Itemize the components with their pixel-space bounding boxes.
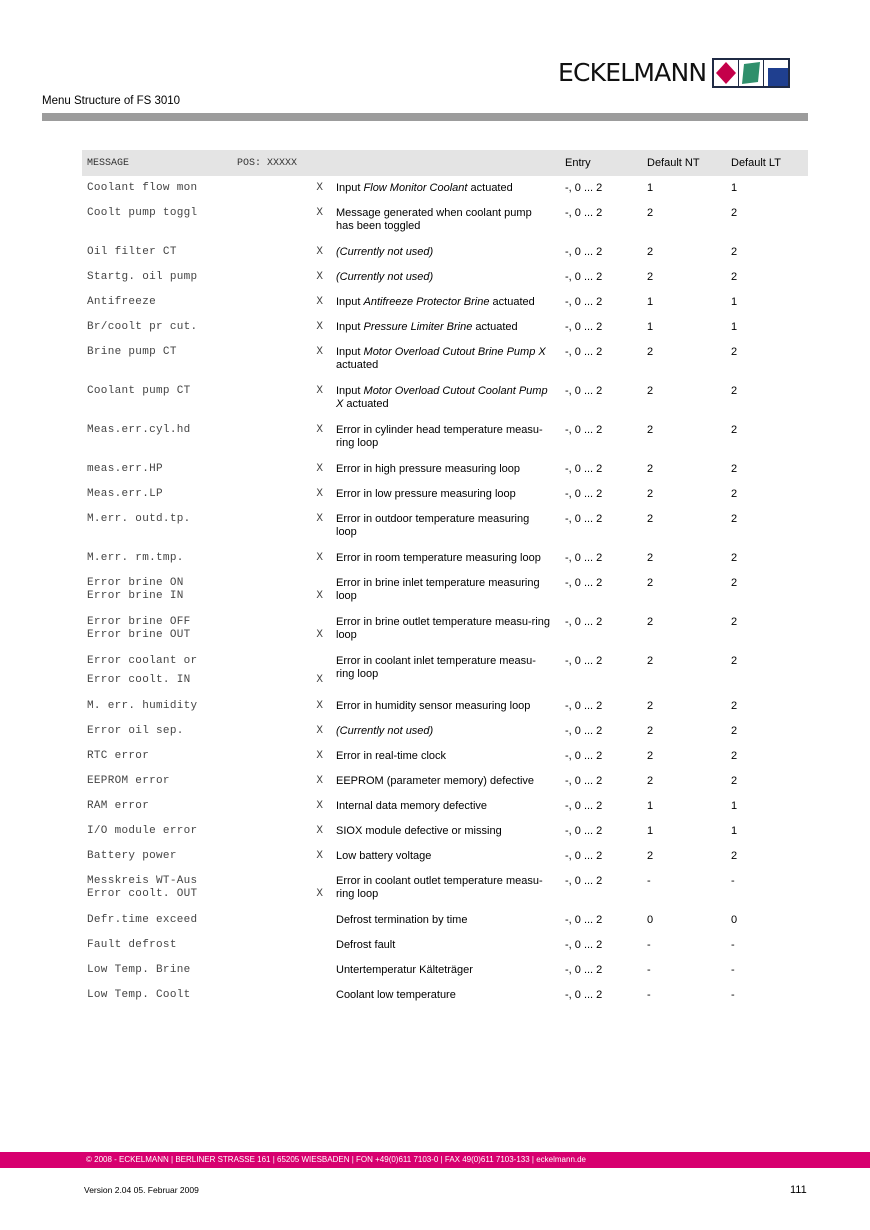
table-row xyxy=(82,983,808,1008)
position-marker-cell: X xyxy=(316,674,323,686)
entry-value-cell: -, 0 ... 2 xyxy=(565,775,603,787)
default-nt-cell: 2 xyxy=(647,246,654,258)
table-row xyxy=(82,201,808,240)
table-row xyxy=(82,933,808,958)
message-code-cell xyxy=(82,265,232,290)
default-lt-cell: 2 xyxy=(731,385,738,397)
message-table xyxy=(82,150,808,1008)
table-row xyxy=(82,719,808,744)
message-description-cell xyxy=(331,819,560,844)
entry-value-cell: -, 0 ... 2 xyxy=(565,385,603,397)
table-row xyxy=(82,290,808,315)
table-row xyxy=(82,769,808,794)
position-marker-cell: X xyxy=(316,850,323,862)
description-text: Input xyxy=(336,346,364,358)
brand-logo-mark xyxy=(712,58,790,88)
message-code-cell xyxy=(82,869,232,908)
entry-value-cell: -, 0 ... 2 xyxy=(565,725,603,737)
message-code-line: Error brine OFF xyxy=(87,616,191,628)
message-description-cell xyxy=(331,794,560,819)
message-description-cell xyxy=(331,290,560,315)
position-marker-cell: X xyxy=(316,629,323,641)
position-marker-cell: X xyxy=(316,246,323,258)
table-row xyxy=(82,869,808,908)
default-lt-cell: 1 xyxy=(731,321,738,333)
message-code-line: Low Temp. Brine xyxy=(87,964,191,976)
position-marker-cell: X xyxy=(316,385,323,397)
message-code-line: RTC error xyxy=(87,750,150,762)
message-description-cell xyxy=(331,933,560,958)
description-text: Internal data memory defective xyxy=(336,800,488,812)
table-row xyxy=(82,744,808,769)
table-row xyxy=(82,571,808,610)
default-nt-cell: - xyxy=(647,964,651,976)
position-marker-cell: X xyxy=(316,321,323,333)
entry-value-cell: -, 0 ... 2 xyxy=(565,964,603,976)
entry-value-cell: -, 0 ... 2 xyxy=(565,914,603,926)
position-marker-cell: X xyxy=(316,590,323,602)
entry-value-cell: -, 0 ... 2 xyxy=(565,700,603,712)
message-description-cell xyxy=(331,315,560,340)
document-title: Menu Structure of FS 3010 xyxy=(42,95,181,107)
description-text: Error in coolant outlet temperature measu-ring loop xyxy=(336,875,543,900)
entry-value-cell: -, 0 ... 2 xyxy=(565,655,603,667)
message-description-cell xyxy=(331,744,560,769)
message-description-cell xyxy=(331,265,560,290)
message-code-line: Coolt pump toggl xyxy=(87,207,198,219)
message-description-cell xyxy=(331,457,560,482)
default-lt-cell: - xyxy=(731,989,735,1001)
position-marker-cell: X xyxy=(316,346,323,358)
default-lt-cell: 2 xyxy=(731,463,738,475)
entry-value-cell: -, 0 ... 2 xyxy=(565,488,603,500)
description-text: Input xyxy=(336,385,364,397)
brand-name: ECKELMANN xyxy=(558,58,707,87)
message-code-line: Error brine ON xyxy=(87,577,184,589)
table-row xyxy=(82,794,808,819)
entry-value-cell: -, 0 ... 2 xyxy=(565,207,603,219)
entry-value-cell: -, 0 ... 2 xyxy=(565,939,603,951)
table-row xyxy=(82,694,808,719)
default-lt-cell: 2 xyxy=(731,346,738,358)
column-header-pos: POS: XXXXX xyxy=(232,150,331,176)
table-row xyxy=(82,379,808,418)
position-marker-cell: X xyxy=(316,750,323,762)
default-nt-cell: 2 xyxy=(647,700,654,712)
default-nt-cell: 2 xyxy=(647,850,654,862)
description-text: Error in high pressure measuring loop xyxy=(336,463,521,475)
table-row xyxy=(82,265,808,290)
message-description-cell xyxy=(331,379,560,418)
message-code-line: Br/coolt pr cut. xyxy=(87,321,198,333)
default-lt-cell: 2 xyxy=(731,775,738,787)
default-nt-cell: 2 xyxy=(647,725,654,737)
message-description-cell xyxy=(331,418,560,457)
default-lt-cell: 2 xyxy=(731,750,738,762)
table-row xyxy=(82,819,808,844)
description-italic-text: (Currently not used) xyxy=(336,246,434,258)
message-table-body xyxy=(82,176,808,1008)
message-code-line: I/O module error xyxy=(87,825,198,837)
default-lt-cell: 2 xyxy=(731,424,738,436)
description-text: Error in outdoor temperature measuring loop xyxy=(336,513,530,538)
default-lt-cell: 1 xyxy=(731,825,738,837)
entry-value-cell: -, 0 ... 2 xyxy=(565,321,603,333)
default-lt-cell: 2 xyxy=(731,271,738,283)
entry-value-cell: -, 0 ... 2 xyxy=(565,825,603,837)
message-code-line: Coolant pump CT xyxy=(87,385,191,397)
description-text: Low battery voltage xyxy=(336,850,432,862)
message-code-cell xyxy=(82,546,232,571)
message-code-line: Error coolt. IN xyxy=(87,674,191,686)
description-text: Input xyxy=(336,321,364,333)
table-row xyxy=(82,908,808,933)
message-code-cell xyxy=(82,482,232,507)
description-text: SIOX module defective or missing xyxy=(336,825,502,837)
default-nt-cell: 2 xyxy=(647,463,654,475)
description-text: Error in cylinder head temperature measu-ring loop xyxy=(336,424,543,449)
position-marker-cell xyxy=(232,983,331,1008)
position-marker-cell: X xyxy=(316,888,323,900)
entry-value-cell: -, 0 ... 2 xyxy=(565,246,603,258)
message-code-line: Low Temp. Coolt xyxy=(87,989,191,1001)
message-description-cell xyxy=(331,719,560,744)
description-text: actuated xyxy=(343,398,389,410)
default-lt-cell: 2 xyxy=(731,513,738,525)
position-marker-cell: X xyxy=(316,488,323,500)
entry-value-cell: -, 0 ... 2 xyxy=(565,346,603,358)
message-code-line: Oil filter CT xyxy=(87,246,177,258)
default-nt-cell: 1 xyxy=(647,800,654,812)
default-lt-cell: 2 xyxy=(731,725,738,737)
description-text: Untertemperatur Kälteträger xyxy=(336,964,473,976)
description-text: Input xyxy=(336,296,364,308)
entry-value-cell: -, 0 ... 2 xyxy=(565,850,603,862)
entry-value-cell: -, 0 ... 2 xyxy=(565,271,603,283)
message-code-cell xyxy=(82,457,232,482)
entry-value-cell: -, 0 ... 2 xyxy=(565,577,603,589)
message-code-line: Error brine IN xyxy=(87,590,184,602)
default-nt-cell: 2 xyxy=(647,775,654,787)
message-description-cell xyxy=(331,507,560,546)
description-text: Defrost termination by time xyxy=(336,914,468,926)
message-code-line: Antifreeze xyxy=(87,296,157,308)
column-header-default-nt: Default NT xyxy=(642,150,726,176)
description-text: Error in humidity sensor measuring loop xyxy=(336,700,531,712)
description-text: Error in real-time clock xyxy=(336,750,447,762)
message-code-line: meas.err.HP xyxy=(87,463,163,475)
description-text: actuated xyxy=(467,182,513,194)
position-marker-cell xyxy=(232,958,331,983)
position-marker-cell: X xyxy=(316,700,323,712)
position-marker-cell xyxy=(232,933,331,958)
default-nt-cell: 2 xyxy=(647,488,654,500)
entry-value-cell: -, 0 ... 2 xyxy=(565,513,603,525)
position-marker-cell: X xyxy=(316,825,323,837)
message-code-line: M.err. rm.tmp. xyxy=(87,552,184,564)
message-description-cell xyxy=(331,340,560,379)
message-code-line: Meas.err.cyl.hd xyxy=(87,424,191,436)
default-nt-cell: 2 xyxy=(647,616,654,628)
default-nt-cell: 1 xyxy=(647,182,654,194)
position-marker-cell: X xyxy=(316,800,323,812)
entry-value-cell: -, 0 ... 2 xyxy=(565,616,603,628)
description-text: Defrost fault xyxy=(336,939,396,951)
message-code-cell xyxy=(82,340,232,379)
position-marker-cell: X xyxy=(316,271,323,283)
position-marker-cell: X xyxy=(316,463,323,475)
position-marker-cell: X xyxy=(316,552,323,564)
description-text: actuated xyxy=(489,296,535,308)
table-row xyxy=(82,610,808,649)
entry-value-cell: -, 0 ... 2 xyxy=(565,875,603,887)
entry-value-cell: -, 0 ... 2 xyxy=(565,800,603,812)
table-row xyxy=(82,507,808,546)
message-description-cell xyxy=(331,844,560,869)
message-code-line: Coolant flow mon xyxy=(87,182,198,194)
message-description-cell xyxy=(331,908,560,933)
table-header-row xyxy=(82,150,808,176)
message-code-cell xyxy=(82,794,232,819)
default-nt-cell: 2 xyxy=(647,577,654,589)
default-lt-cell: 2 xyxy=(731,246,738,258)
message-code-cell xyxy=(82,201,232,240)
position-marker-cell: X xyxy=(316,296,323,308)
position-marker-cell: X xyxy=(316,513,323,525)
message-code-cell xyxy=(82,610,232,649)
table-row xyxy=(82,240,808,265)
default-nt-cell: 2 xyxy=(647,346,654,358)
message-code-line: Messkreis WT-Aus xyxy=(87,875,198,887)
message-code-cell xyxy=(82,571,232,610)
message-code-line: Brine pump CT xyxy=(87,346,177,358)
position-marker-cell: X xyxy=(316,725,323,737)
default-nt-cell: 1 xyxy=(647,321,654,333)
message-description-cell xyxy=(331,546,560,571)
position-marker-cell xyxy=(232,908,331,933)
version-info: Version 2.04 05. Februar 2009 xyxy=(84,1185,199,1195)
entry-value-cell: -, 0 ... 2 xyxy=(565,182,603,194)
page-number: 111 xyxy=(790,1184,807,1196)
message-description-cell xyxy=(331,869,560,908)
default-lt-cell: 2 xyxy=(731,616,738,628)
message-code-line: EEPROM error xyxy=(87,775,170,787)
default-lt-cell: - xyxy=(731,964,735,976)
brand-logo xyxy=(558,57,790,89)
message-code-cell xyxy=(82,694,232,719)
message-code-cell xyxy=(82,819,232,844)
header-divider-bar xyxy=(42,113,808,121)
default-lt-cell: 2 xyxy=(731,577,738,589)
message-code-cell xyxy=(82,744,232,769)
default-nt-cell: - xyxy=(647,989,651,1001)
default-nt-cell: 2 xyxy=(647,513,654,525)
message-code-line: Startg. oil pump xyxy=(87,271,198,283)
message-code-cell xyxy=(82,719,232,744)
message-description-cell xyxy=(331,958,560,983)
description-italic-text: Pressure Limiter Brine xyxy=(363,321,473,333)
message-description-cell xyxy=(331,983,560,1008)
column-header-message: MESSAGE xyxy=(82,150,232,176)
message-description-cell xyxy=(331,482,560,507)
table-row xyxy=(82,958,808,983)
message-code-line: Defr.time exceed xyxy=(87,914,198,926)
footer-bar xyxy=(0,1152,870,1168)
description-text: Error in coolant inlet temperature measu-ring loop xyxy=(336,655,536,680)
description-text: Error in low pressure measuring loop xyxy=(336,488,516,500)
message-code-cell xyxy=(82,315,232,340)
message-description-cell xyxy=(331,176,560,201)
entry-value-cell: -, 0 ... 2 xyxy=(565,424,603,436)
description-italic-text: Motor Overload Cutout Coolant Pump X xyxy=(336,385,548,410)
default-lt-cell: - xyxy=(731,939,735,951)
message-code-cell xyxy=(82,958,232,983)
default-lt-cell: 2 xyxy=(731,207,738,219)
description-italic-text: Motor Overload Cutout Brine Pump X xyxy=(363,346,546,358)
message-code-cell xyxy=(82,933,232,958)
default-lt-cell: 2 xyxy=(731,655,738,667)
default-nt-cell: 1 xyxy=(647,825,654,837)
default-nt-cell: 2 xyxy=(647,655,654,667)
default-nt-cell: 2 xyxy=(647,207,654,219)
entry-value-cell: -, 0 ... 2 xyxy=(565,552,603,564)
message-code-cell xyxy=(82,379,232,418)
message-code-cell xyxy=(82,769,232,794)
table-row xyxy=(82,482,808,507)
default-lt-cell: 1 xyxy=(731,182,738,194)
description-text: Coolant low temperature xyxy=(336,989,456,1001)
description-italic-text: Antifreeze Protector Brine xyxy=(363,296,490,308)
description-text: Error in room temperature measuring loop xyxy=(336,552,541,564)
message-code-cell xyxy=(82,649,232,694)
default-lt-cell: 2 xyxy=(731,488,738,500)
description-text: Input xyxy=(336,182,364,194)
entry-value-cell: -, 0 ... 2 xyxy=(565,463,603,475)
default-lt-cell: 0 xyxy=(731,914,738,926)
description-text: actuated xyxy=(336,359,379,371)
message-description-cell xyxy=(331,240,560,265)
default-nt-cell: 2 xyxy=(647,552,654,564)
default-lt-cell: 2 xyxy=(731,700,738,712)
description-text: EEPROM (parameter memory) defective xyxy=(336,775,535,787)
message-code-cell xyxy=(82,908,232,933)
description-text: Error in brine outlet temperature measu-ring loop xyxy=(336,616,550,641)
message-code-cell xyxy=(82,176,232,201)
message-description-cell xyxy=(331,694,560,719)
table-row xyxy=(82,546,808,571)
message-code-line: Battery power xyxy=(87,850,177,862)
position-marker-cell: X xyxy=(316,424,323,436)
entry-value-cell: -, 0 ... 2 xyxy=(565,989,603,1001)
default-nt-cell: 1 xyxy=(647,296,654,308)
table-row xyxy=(82,649,808,694)
position-marker-cell: X xyxy=(316,182,323,194)
description-italic-text: (Currently not used) xyxy=(336,271,434,283)
description-italic-text: (Currently not used) xyxy=(336,725,434,737)
message-description-cell xyxy=(331,649,560,694)
default-lt-cell: 1 xyxy=(731,800,738,812)
message-code-line: M. err. humidity xyxy=(87,700,198,712)
entry-value-cell: -, 0 ... 2 xyxy=(565,296,603,308)
position-marker-cell: X xyxy=(316,207,323,219)
message-code-cell xyxy=(82,240,232,265)
message-code-cell xyxy=(82,844,232,869)
table-row xyxy=(82,844,808,869)
default-nt-cell: 2 xyxy=(647,424,654,436)
message-description-cell xyxy=(331,610,560,649)
default-nt-cell: 2 xyxy=(647,271,654,283)
default-nt-cell: 0 xyxy=(647,914,654,926)
default-nt-cell: 2 xyxy=(647,385,654,397)
message-code-line: Error oil sep. xyxy=(87,725,184,737)
default-lt-cell: - xyxy=(731,875,735,887)
default-lt-cell: 2 xyxy=(731,552,738,564)
table-row xyxy=(82,340,808,379)
table-row xyxy=(82,418,808,457)
message-description-cell xyxy=(331,769,560,794)
message-code-cell xyxy=(82,983,232,1008)
table-row xyxy=(82,176,808,201)
message-code-cell xyxy=(82,290,232,315)
message-code-line: RAM error xyxy=(87,800,150,812)
message-code-line: Fault defrost xyxy=(87,939,177,951)
message-code-cell xyxy=(82,507,232,546)
footer-copyright: © 2008 - ECKELMANN | BERLINER STRASSE 161 | 65205 WIESBADEN | FON +49(0)611 7103-0 | FAX 49(0)611 7103-133 | eckelmann.de xyxy=(86,1155,587,1164)
column-header-default-lt: Default LT xyxy=(726,150,808,176)
default-lt-cell: 2 xyxy=(731,850,738,862)
message-code-line: Error brine OUT xyxy=(87,629,191,641)
table-row xyxy=(82,315,808,340)
message-code-line: Error coolt. OUT xyxy=(87,888,198,900)
default-nt-cell: - xyxy=(647,939,651,951)
table-row xyxy=(82,457,808,482)
description-text: Error in brine inlet temperature measuring loop xyxy=(336,577,540,602)
column-header-description xyxy=(331,150,560,176)
message-description-cell xyxy=(331,201,560,240)
message-code-cell xyxy=(82,418,232,457)
description-italic-text: Flow Monitor Coolant xyxy=(363,182,468,194)
message-description-cell xyxy=(331,571,560,610)
message-code-line: Error coolant or xyxy=(87,655,198,667)
default-lt-cell: 1 xyxy=(731,296,738,308)
default-nt-cell: - xyxy=(647,875,651,887)
description-text: Message generated when coolant pump has been toggled xyxy=(336,207,532,232)
entry-value-cell: -, 0 ... 2 xyxy=(565,750,603,762)
message-code-line: Meas.err.LP xyxy=(87,488,163,500)
position-marker-cell: X xyxy=(316,775,323,787)
description-text: actuated xyxy=(472,321,518,333)
column-header-entry: Entry xyxy=(560,150,642,176)
message-code-line: M.err. outd.tp. xyxy=(87,513,191,525)
default-nt-cell: 2 xyxy=(647,750,654,762)
